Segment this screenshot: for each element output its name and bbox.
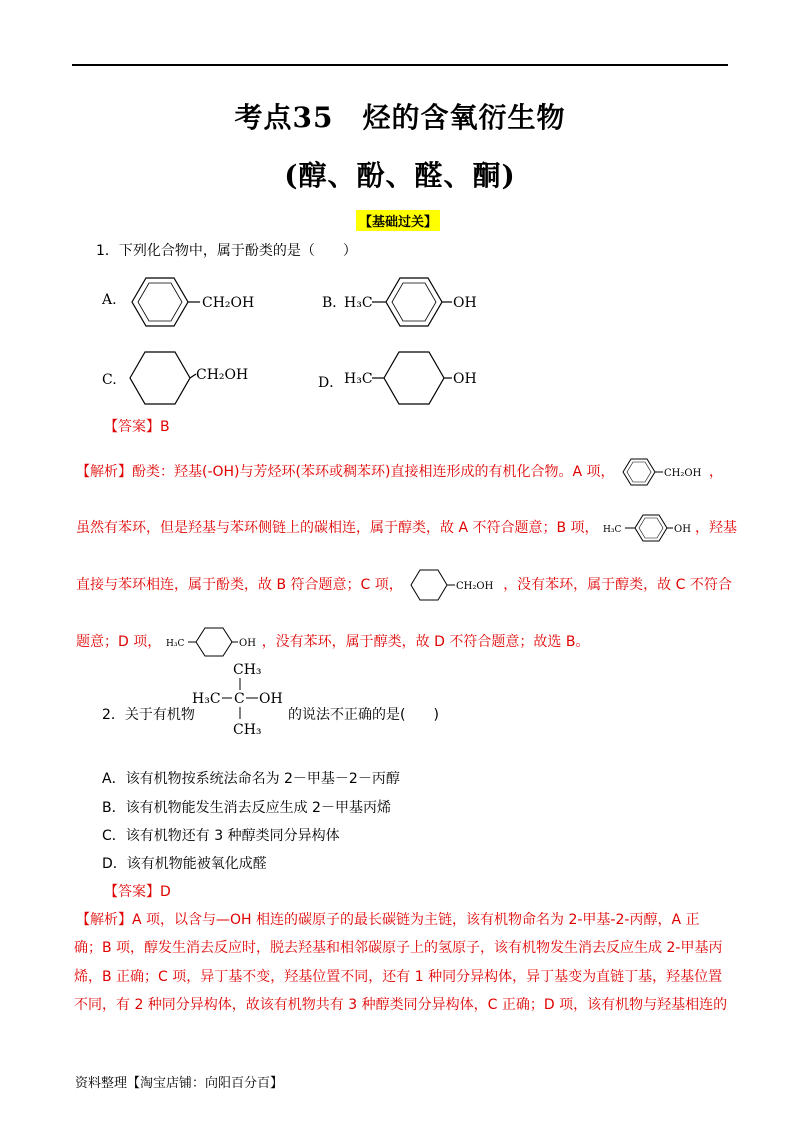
q1-expl-structure-b-left: H₃C: [602, 525, 622, 535]
q2-explanation-line4: 不同，有 2 种同分异构体，故该有机物共有 3 种醇类同分异构体，C 正确；D 项，该有机物与羟基相连的: [74, 997, 728, 1013]
q1-option-d-structure: [340, 346, 490, 410]
q1-expl-text: 题意；D 项，: [76, 634, 162, 650]
q2-stem-suffix: 的说法不正确的是( ): [288, 707, 439, 723]
q2-structure-right: OH: [259, 691, 283, 707]
q1-expl-text: 直接与苯环相连，属于酚类，故 B 符合题意；C 项，: [76, 577, 403, 593]
q1-explanation-line3: [76, 566, 732, 604]
page-subtitle: (醇、酚、醛、酮): [284, 159, 516, 192]
q1-option-a-label: A.: [102, 292, 117, 308]
q1-option-a-group: CH₂OH: [202, 295, 255, 311]
q1-explanation-line2: [76, 511, 737, 545]
q1-option-b-label: B．: [322, 295, 347, 311]
q2-explanation-line3: 烯，B 正确；C 项，异丁基不变，羟基位置不同，还有 1 种同分异构体，异丁基变为直链丁基，羟基位置: [74, 969, 723, 985]
q2-structure-left: H₃C: [192, 691, 221, 707]
section-badge: 【基础过关】: [356, 210, 440, 231]
q1-option-c-group: CH₂OH: [196, 367, 249, 383]
q1-expl-text: ，没有苯环，属于醇类，故 C 不符合: [503, 577, 732, 593]
q1-expl-text: ，没有苯环，属于醇类，故 D 不符合题意；故选 B。: [261, 634, 590, 650]
q1-expl-structure-c-group: CH₂OH: [456, 581, 494, 592]
q1-expl-structure-a: [619, 455, 709, 489]
q2-structure-center: C: [234, 691, 245, 707]
q2-explanation-line1: 【解析】A 项，以含与—OH 相连的碳原子的最长碳链为主链，该有机物命名为 2-甲基-2-丙醇，A 正: [76, 912, 700, 928]
q1-option-d-left-group: H₃C: [344, 371, 373, 387]
page-title: 考点35 烃的含氧衍生物: [234, 101, 566, 134]
q1-expl-text: ，: [708, 464, 723, 480]
q1-explanation-line4: [76, 624, 589, 660]
q1-option-d-right-group: OH: [453, 371, 477, 387]
q1-expl-structure-d-right: OH: [238, 638, 256, 649]
q1-expl-structure-d: [166, 624, 262, 660]
q2-option-a: A．该有机物按系统法命名为 2－甲基－2－丙醇: [102, 771, 400, 787]
page-footer: 资料整理【淘宝店铺：向阳百分百】: [75, 1076, 284, 1091]
q1-expl-text: 虽然有苯环，但是羟基与苯环侧链上的碳相连，属于醇类，故 A 不符合题意；B 项，: [76, 520, 599, 536]
q1-option-b-structure: [340, 272, 490, 332]
q1-answer: 【答案】B: [104, 419, 170, 435]
q1-explanation-line1: [76, 455, 723, 489]
q1-option-b-left-group: H₃C: [344, 295, 373, 311]
q1-expl-structure-a-group: CH₂OH: [663, 468, 702, 479]
q1-expl-structure-c: [407, 566, 503, 604]
q2-structure-bottom: CH₃: [233, 722, 262, 738]
q1-option-a-structure: [116, 272, 266, 332]
q2-option-b: B．该有机物能发生消去反应生成 2－甲基丙烯: [102, 800, 391, 816]
q2-structure: [190, 656, 290, 740]
q2-stem-prefix: 2．关于有机物: [102, 707, 195, 723]
q1-expl-structure-b-right: OH: [673, 524, 691, 535]
q1-expl-text: 【解析】酚类：羟基(-OH)与芳烃环(苯环或稠苯环)直接相连形成的有机化合物。A 项，: [76, 464, 615, 480]
q1-option-b-right-group: OH: [453, 295, 477, 311]
q1-option-d-label: D．: [318, 375, 344, 391]
q1-stem: 1．下列化合物中，属于酚类的是（ ）: [96, 243, 357, 259]
q1-expl-structure-b: [603, 511, 695, 545]
q2-option-d: D．该有机物能被氧化成醛: [102, 856, 267, 872]
q2-option-c: C．该有机物还有 3 种醇类同分异构体: [102, 828, 340, 844]
q1-option-c-label: C.: [102, 372, 117, 388]
q2-answer: 【答案】D: [104, 884, 171, 900]
q2-structure-top: CH₃: [233, 662, 262, 678]
q1-expl-text: ，羟基: [694, 520, 737, 536]
q1-option-c-structure: [116, 346, 266, 410]
top-rule: [72, 64, 728, 66]
q2-explanation-line2: 确；B 项，醇发生消去反应时，脱去羟基和相邻碳原子上的氢原子，该有机物发生消去反应生成 2-甲基丙: [74, 940, 723, 956]
q1-expl-structure-d-left: H₃C: [165, 639, 185, 649]
